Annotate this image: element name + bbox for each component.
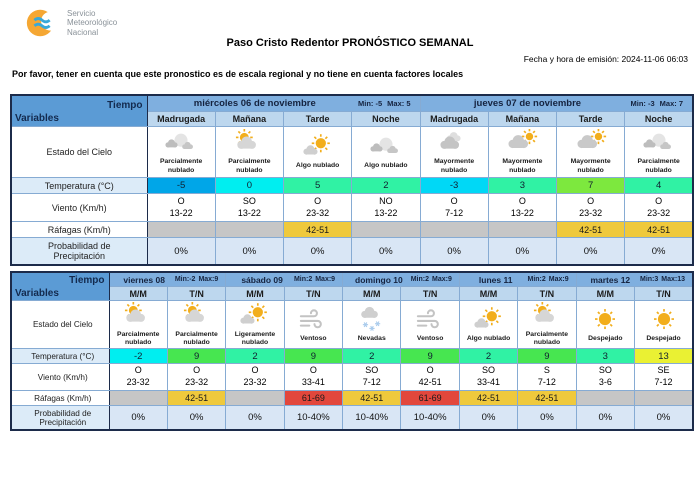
logo-line: Servicio [67, 8, 96, 18]
gust-cell [576, 391, 634, 406]
day-max: Max: 7 [659, 99, 683, 108]
wind-cell [459, 364, 517, 391]
precipitation-cell: 0% [557, 238, 625, 266]
day-header [576, 272, 693, 287]
temperature-cell: 9 [167, 349, 225, 364]
precipitation-cell: 10-40% [401, 406, 459, 431]
precipitation-cell: 0% [284, 238, 352, 266]
tiempo-variables-corner [11, 95, 147, 127]
sky-cell [625, 127, 693, 178]
period-header: T/N [635, 287, 693, 301]
day-header [109, 272, 226, 287]
temperature-cell: 7 [557, 178, 625, 194]
temperature-cell: 2 [226, 349, 284, 364]
sky-condition-label: Algo nublado [466, 334, 511, 342]
wind-cell [625, 194, 693, 222]
day-min: Min: -5 [357, 99, 383, 108]
wind-speed: 23-32 [126, 377, 150, 387]
gust-cell: 61-69 [284, 391, 342, 406]
period-header: Noche [625, 112, 693, 127]
sky-cell [226, 301, 284, 349]
temperature-cell: 3 [576, 349, 634, 364]
gust-cell: 42-51 [518, 391, 576, 406]
gust-row-label: Ráfagas (Km/h) [11, 222, 147, 238]
partly-cloudy-icon [230, 129, 268, 157]
sky-condition-label: Ligeramente nublado [234, 330, 276, 346]
sky-condition-label: Ventoso [416, 334, 444, 342]
precipitation-cell: 10-40% [284, 406, 342, 431]
precipitation-row [11, 406, 693, 431]
cloudy-icon [435, 129, 473, 157]
sky-cell [109, 301, 167, 349]
weekly-forecast-table [10, 271, 694, 431]
temperature-cell: 4 [625, 178, 693, 194]
precipitation-cell: 0% [635, 406, 693, 431]
period-header: M/M [343, 287, 401, 301]
period-header-row [11, 287, 693, 301]
wind-direction: O [518, 195, 526, 206]
sky-condition-label: Parcialmente nublado [175, 330, 218, 346]
temperature-cell: 13 [635, 349, 693, 364]
wind-cell [109, 364, 167, 391]
wind-speed: 7-12 [362, 377, 381, 387]
day-min: Min: -3 [630, 99, 655, 108]
tiempo-label: Tiempo [69, 275, 105, 286]
gust-cell [109, 391, 167, 406]
sky-condition-label: Despejado [588, 334, 623, 342]
gust-cell [226, 391, 284, 406]
wind-speed: 23-32 [579, 207, 603, 218]
wind-cell [167, 364, 225, 391]
period-header: Madrugada [420, 112, 488, 127]
day-max: Max:9 [548, 276, 569, 283]
mostly-sunny-icon [470, 306, 508, 334]
day-max: Max: 5 [387, 99, 411, 108]
wind-speed: 42-51 [418, 377, 442, 387]
variables-label: Variables [15, 112, 59, 124]
wind-direction: O [134, 365, 142, 376]
day-name: jueves 07 de noviembre [473, 98, 582, 109]
wind-direction: O [193, 365, 201, 376]
temperature-cell: 9 [518, 349, 576, 364]
wind-speed: 13-22 [374, 207, 398, 218]
sky-cell [343, 301, 401, 349]
wind-row-label: Viento (Km/h) [11, 364, 109, 391]
wind-speed: 13-22 [510, 207, 534, 218]
sky-row [11, 301, 693, 349]
precipitation-cell: 0% [459, 406, 517, 431]
precipitation-cell: 0% [625, 238, 693, 266]
sky-condition-label: Algo nublado [295, 162, 340, 170]
partly-cloudy-icon [178, 302, 216, 330]
wind-icon [294, 306, 332, 334]
wind-cell [284, 194, 352, 222]
day-max: Max:9 [198, 276, 219, 283]
wind-direction: S [543, 365, 550, 376]
wind-speed: 33-41 [477, 377, 501, 387]
tiempo-variables-corner [11, 272, 109, 301]
period-header: T/N [284, 287, 342, 301]
wind-cell [215, 194, 283, 222]
sky-cell [401, 301, 459, 349]
partly-cloudy-icon [528, 302, 566, 330]
wind-speed: 23-32 [243, 377, 267, 387]
wind-cell [557, 194, 625, 222]
wind-direction: SO [242, 195, 256, 206]
temperature-row [11, 178, 693, 194]
logo-line: Meteorológico [67, 18, 118, 28]
gust-cell: 42-51 [557, 222, 625, 238]
sky-condition-label: Parcialmente nublado [228, 158, 271, 174]
sky-condition-label: Parcialmente nublado [525, 330, 569, 346]
sky-condition-label: Parcialmente nublado [117, 330, 160, 346]
precipitation-row-label: Probabilidad de Precipitación [11, 238, 147, 266]
night-cloud-icon [367, 133, 405, 161]
temperature-cell: 2 [459, 349, 517, 364]
temperature-cell: 9 [284, 349, 342, 364]
day-header [343, 272, 460, 287]
period-header: M/M [459, 287, 517, 301]
wind-speed: 7-12 [537, 377, 556, 387]
wind-cell [576, 364, 634, 391]
period-header: Mañana [215, 112, 283, 127]
wind-direction: SO [365, 365, 379, 376]
wind-cell [488, 194, 556, 222]
sky-condition-label: Algo nublado [364, 162, 408, 170]
wind-cell [226, 364, 284, 391]
temperature-cell: 3 [488, 178, 556, 194]
day-max: Max:9 [315, 276, 336, 283]
sky-cell [352, 127, 420, 178]
sky-condition-label: Ventoso [300, 334, 327, 342]
gust-cell [147, 222, 215, 238]
sky-condition-label: Parcialmente nublado [159, 158, 203, 174]
wind-cell [352, 194, 420, 222]
gust-cell [488, 222, 556, 238]
gust-row [11, 391, 693, 406]
day-min: Min:-2 [174, 276, 196, 283]
precipitation-cell: 0% [167, 406, 225, 431]
sun-icon [645, 306, 683, 334]
smn-logo-icon [24, 5, 62, 41]
forecast-table-days-3-7 [10, 271, 694, 431]
sky-cell [635, 301, 693, 349]
day-name: martes 12 [590, 274, 631, 285]
gust-row-label: Ráfagas (Km/h) [11, 391, 109, 406]
tiempo-label: Tiempo [107, 99, 143, 111]
temperature-cell: -2 [109, 349, 167, 364]
day-max: Max:13 [661, 276, 685, 283]
wind-speed: 3-6 [598, 377, 612, 387]
day-name: miércoles 06 de noviembre [193, 98, 316, 109]
wind-direction: O [587, 195, 595, 206]
day-min: Min:2 [293, 276, 313, 283]
sky-condition-label: Despejado [646, 334, 681, 342]
wind-speed: 23-32 [185, 377, 209, 387]
emission-datetime: Fecha y hora de emisión: 2024-11-06 06:03 [523, 54, 688, 64]
wind-direction: O [450, 195, 458, 206]
temperature-cell: 2 [343, 349, 401, 364]
wind-row-label: Viento (Km/h) [11, 194, 147, 222]
precipitation-cell: 0% [109, 406, 167, 431]
day-min: Min:2 [410, 276, 429, 283]
sky-row-label: Estado del Cielo [11, 127, 147, 178]
sky-condition-label: Mayormente nublado [570, 158, 611, 174]
mostly-sunny-icon [236, 302, 274, 330]
temperature-cell: 5 [284, 178, 352, 194]
wind-cell [401, 364, 459, 391]
page-title: Paso Cristo Redentor PRONÓSTICO SEMANAL [226, 37, 474, 49]
sky-condition-label: Mayormente nublado [502, 158, 543, 174]
forecast-table-days-1-2 [10, 94, 694, 266]
temperature-row-label: Temperatura (°C) [11, 178, 147, 194]
precipitation-cell: 0% [488, 238, 556, 266]
sky-condition-label: Parcialmente nublado [637, 158, 680, 174]
wind-speed: 13-22 [169, 207, 193, 218]
weekly-forecast-table [10, 94, 694, 266]
day-header-row [11, 272, 693, 287]
wind-speed: 23-32 [647, 207, 671, 218]
sky-cell [488, 127, 556, 178]
period-header: M/M [226, 287, 284, 301]
wind-speed: 13-22 [237, 207, 261, 218]
day-header [420, 95, 693, 112]
wind-direction: O [655, 195, 663, 206]
period-header: Tarde [284, 112, 352, 127]
wind-direction: SE [657, 365, 670, 376]
precipitation-cell: 0% [147, 238, 215, 266]
precipitation-cell: 0% [352, 238, 420, 266]
gust-cell: 42-51 [343, 391, 401, 406]
partly-cloudy-icon [119, 302, 157, 330]
sky-cell [215, 127, 283, 178]
sky-condition-label: Mayormente nublado [434, 158, 475, 174]
precipitation-cell: 0% [518, 406, 576, 431]
mostly-cloudy-icon [503, 129, 541, 157]
gust-row [11, 222, 693, 238]
period-header: M/M [576, 287, 634, 301]
wind-cell [147, 194, 215, 222]
precipitation-cell: 0% [576, 406, 634, 431]
wind-speed: 23-32 [306, 207, 330, 218]
sky-row [11, 127, 693, 178]
snow-icon [353, 306, 391, 334]
wind-direction: O [309, 365, 317, 376]
sky-cell [576, 301, 634, 349]
day-min: Min:2 [527, 276, 546, 283]
sky-cell [167, 301, 225, 349]
night-cloud-icon [640, 129, 678, 157]
sky-cell [420, 127, 488, 178]
gust-cell: 42-51 [625, 222, 693, 238]
wind-direction: O [251, 365, 259, 376]
night-cloud-icon [162, 129, 200, 157]
period-header: T/N [167, 287, 225, 301]
gust-cell: 61-69 [401, 391, 459, 406]
wind-cell [343, 364, 401, 391]
period-header: Tarde [557, 112, 625, 127]
temperature-cell: 2 [352, 178, 420, 194]
precipitation-row-label: Probabilidad de Precipitación [11, 406, 109, 431]
precipitation-row [11, 238, 693, 266]
day-min: Min:3 [639, 276, 659, 283]
sky-cell [147, 127, 215, 178]
precipitation-cell: 0% [420, 238, 488, 266]
logo-line: Nacional [67, 27, 99, 37]
wind-cell [635, 364, 693, 391]
sky-row-label: Estado del Cielo [11, 301, 109, 349]
sky-cell [459, 301, 517, 349]
precipitation-cell: 0% [226, 406, 284, 431]
temperature-row-label: Temperatura (°C) [11, 349, 109, 364]
temperature-cell: -3 [420, 178, 488, 194]
day-header-row [11, 95, 693, 112]
wind-direction: O [314, 195, 322, 206]
gust-cell: 42-51 [284, 222, 352, 238]
gust-cell: 42-51 [459, 391, 517, 406]
sky-cell [284, 301, 342, 349]
day-name: lunes 11 [478, 274, 513, 285]
wind-direction: O [177, 195, 185, 206]
day-name: sábado 09 [241, 274, 283, 285]
variables-label: Variables [15, 288, 59, 299]
wind-direction: SO [598, 365, 612, 376]
gust-cell [352, 222, 420, 238]
day-name: viernes 08 [123, 274, 165, 285]
wind-cell [420, 194, 488, 222]
period-header: Noche [352, 112, 420, 127]
temperature-cell: 0 [215, 178, 283, 194]
precipitation-cell: 0% [215, 238, 283, 266]
wind-cell [518, 364, 576, 391]
day-header [147, 95, 420, 112]
sun-icon [586, 306, 624, 334]
precipitation-cell: 10-40% [343, 406, 401, 431]
temperature-cell: -5 [147, 178, 215, 194]
gust-cell: 42-51 [167, 391, 225, 406]
temperature-row [11, 349, 693, 364]
period-header: Madrugada [147, 112, 215, 127]
wind-row [11, 364, 693, 391]
period-header: T/N [518, 287, 576, 301]
regional-disclaimer: Por favor, tener en cuenta que este pronostico es de escala regional y no tiene en cuenta factores locales [12, 69, 464, 79]
wind-speed: 7-12 [445, 207, 464, 218]
wind-direction: SO [482, 365, 496, 376]
gust-cell [635, 391, 693, 406]
period-header: M/M [109, 287, 167, 301]
day-header [226, 272, 343, 287]
mostly-cloudy-icon [572, 129, 610, 157]
period-header: Mañana [488, 112, 556, 127]
wind-cell [284, 364, 342, 391]
wind-icon [411, 306, 449, 334]
sky-cell [284, 127, 352, 178]
day-header [459, 272, 576, 287]
gust-cell [215, 222, 283, 238]
wind-speed: 33-41 [301, 377, 325, 387]
temperature-cell: 9 [401, 349, 459, 364]
mostly-sunny-icon [299, 133, 337, 161]
sky-condition-label: Nevadas [357, 334, 386, 342]
day-max: Max:9 [432, 276, 452, 283]
day-name: domingo 10 [355, 274, 403, 285]
wind-direction: NO [379, 195, 393, 206]
period-header: T/N [401, 287, 459, 301]
wind-row [11, 194, 693, 222]
gust-cell [420, 222, 488, 238]
wind-direction: O [426, 365, 434, 376]
sky-cell [557, 127, 625, 178]
smn-logo-text [67, 9, 117, 37]
smn-logo [24, 5, 117, 41]
wind-speed: 7-12 [654, 377, 673, 387]
sky-cell [518, 301, 576, 349]
